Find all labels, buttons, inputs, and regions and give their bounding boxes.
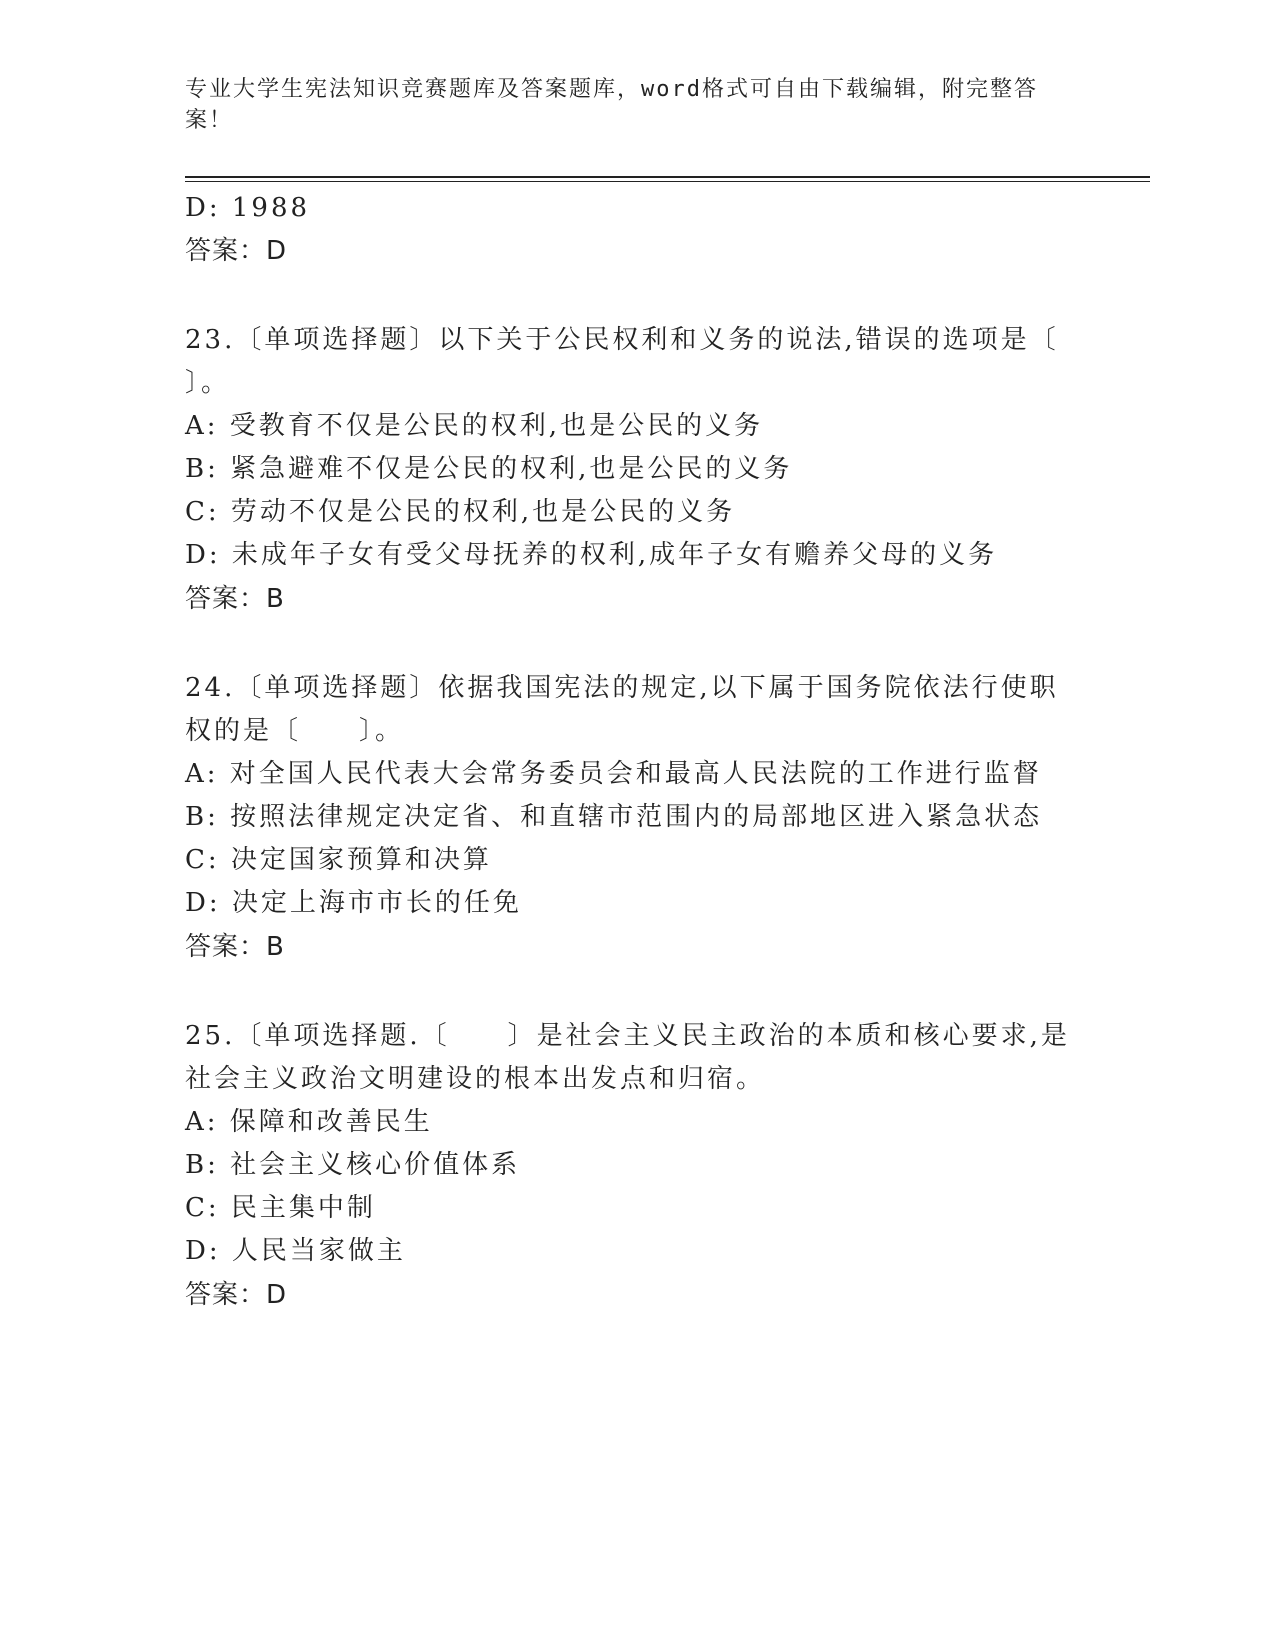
question-23-option-d: D: 未成年子女有受父母抚养的权利,成年子女有赡养父母的义务	[185, 540, 998, 570]
question-25-option-c: C: 民主集中制	[185, 1193, 376, 1223]
question-24-option-b: B: 按照法律规定决定省、和直辖市范围内的局部地区进入紧急状态	[185, 802, 1043, 832]
question-23-stem-line1: 23.〔单项选择题〕以下关于公民权利和义务的说法,错误的选项是〔	[185, 325, 1059, 355]
question-25-stem-line2: 社会主义政治文明建设的根本出发点和归宿。	[185, 1064, 766, 1094]
question-24-answer: 答案：B	[185, 932, 285, 962]
header-rule-thin	[185, 181, 1150, 182]
question-25-answer: 答案：D	[185, 1280, 288, 1310]
question-24-stem-line1: 24.〔单项选择题〕依据我国宪法的规定,以下属于国务院依法行使职	[185, 673, 1059, 703]
question-24-option-a: A: 对全国人民代表大会常务委员会和最高人民法院的工作进行监督	[185, 759, 1042, 789]
question-23-option-a: A: 受教育不仅是公民的权利,也是公民的义务	[185, 411, 764, 441]
question-24-option-c: C: 决定国家预算和决算	[185, 845, 492, 875]
question-25-option-d: D: 人民当家做主	[185, 1236, 406, 1266]
question-25-option-a: A: 保障和改善民生	[185, 1107, 433, 1137]
question-23-stem-line2: 〕。	[185, 368, 231, 398]
prev-option-d: D: 1988	[185, 193, 311, 223]
question-23-answer: 答案：B	[185, 584, 285, 614]
header-rule-thick	[185, 176, 1150, 178]
question-23-option-b: B: 紧急避难不仅是公民的权利,也是公民的义务	[185, 454, 793, 484]
question-24-option-d: D: 决定上海市市长的任免	[185, 888, 522, 918]
page-header: 专业大学生宪法知识竞赛题库及答案题库，word格式可自由下载编辑，附完整答案！	[185, 77, 1038, 133]
question-23-option-c: C: 劳动不仅是公民的权利,也是公民的义务	[185, 497, 736, 527]
prev-answer: 答案：D	[185, 236, 288, 266]
question-25-stem-line1: 25.〔单项选择题.〔 〕是社会主义民主政治的本质和核心要求,是	[185, 1021, 1070, 1051]
question-25-option-b: B: 社会主义核心价值体系	[185, 1150, 521, 1180]
question-24-stem-line2: 权的是〔 〕。	[185, 716, 405, 746]
